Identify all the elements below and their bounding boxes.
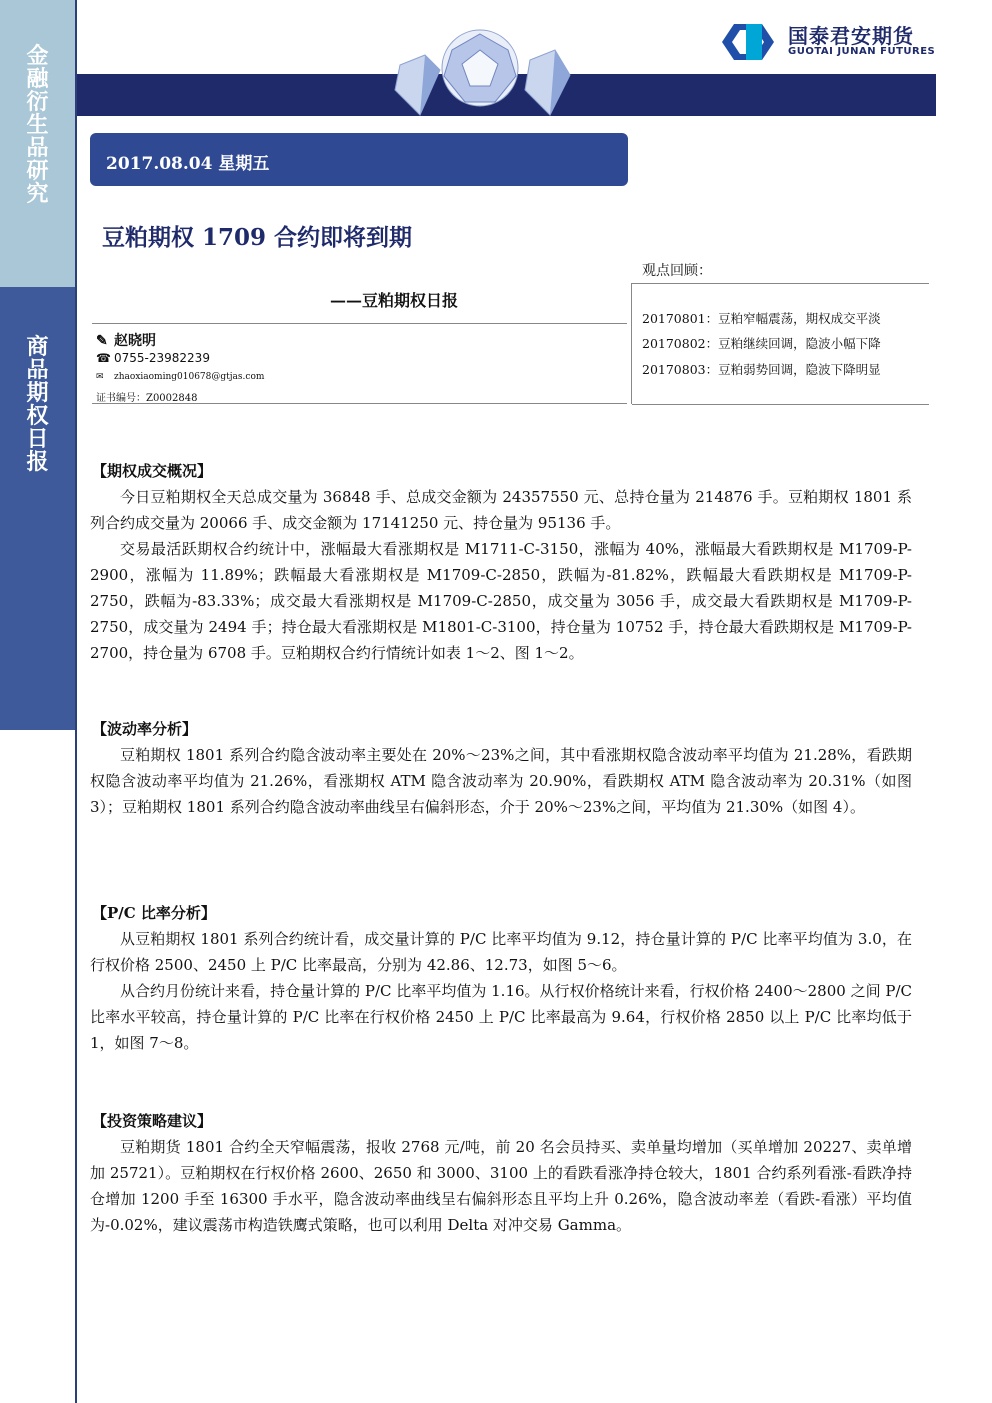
author-name: 赵晓明 (114, 333, 156, 349)
author-phone: 0755-23982239 (114, 351, 210, 365)
review-left-divider (631, 283, 632, 404)
review-item: 20170803：豆粕弱势回调，隐波下降明显 (642, 362, 881, 377)
author-email[interactable]: zhaoxiaoming010678@gtjas.com (114, 372, 265, 382)
review-top-divider (632, 283, 929, 284)
section-heading-pc-ratio: 【P/C 比率分析】 (92, 904, 216, 922)
review-item: 20170802：豆粕继续回调，隐波小幅下降 (642, 336, 881, 351)
paragraph: 豆粕期权 1801 系列合约隐含波动率主要处在 20%～23%之间，其中看涨期权隐含波动率平均值为 21.28%，看跌期权隐含波动率平均值为 21.26%，看涨期权 ATM 隐含波动率为 20.90%，看跌期权 ATM 隐含波动率为 20.31%（如图 3）；豆粕期权 1801 系列合约隐含波动率曲线呈右偏斜形态，介于 20%～23%之间，平均值为 21.30%（如图 4）。 (90, 746, 912, 816)
email-icon: ✉ (96, 372, 104, 382)
paragraph: 从豆粕期权 1801 系列合约统计看，成交量计算的 P/C 比率平均值为 9.12，持仓量计算的 P/C 比率平均值为 3.0，在行权价格 2500、2450 上 P/C 比率最高，分别为 42.86、12.73，如图 5～6。 (90, 930, 912, 974)
phone-icon: ☎ (96, 351, 111, 365)
company-logo (716, 20, 936, 64)
sidebar-divider (75, 0, 77, 1403)
page-subtitle: ——豆粕期权日报 (330, 291, 459, 310)
logo-english-name: GUOTAI JUNAN FUTURES (788, 46, 936, 57)
logo-mark-icon (716, 20, 780, 64)
section-heading-strategy: 【投资策略建议】 (92, 1112, 213, 1130)
diamond-gems-illustration (380, 20, 580, 120)
paragraph: 交易最活跃期权合约统计中，涨幅最大看涨期权是 M1711-C-3150，涨幅为 40%，涨幅最大看跌期权是 M1709-P-2900，涨幅为 11.89%；跌幅最大看涨期权是 M1709-C-2850，跌幅为-81.82%，跌幅最大看跌期权是 M1709-P-2750，跌幅为-83.33%；成交最大看涨期权是 M1709-C-2850，成交量为 3056 手，成交最大看跌期权是 M1709-P-2750，成交量为 2494 手；持仓最大看涨期权是 M1801-C-3100，持仓量为 10752 手，持仓最大看跌期权是 M1709-P-2700，持仓量为 6708 手。豆粕期权合约行情统计如表 1～2、图 1～2。 (90, 540, 912, 662)
author-name-row (96, 330, 156, 350)
paragraph: 今日豆粕期权全天总成交量为 36848 手、总成交金额为 24357550 元、总持仓量为 214876 手。豆粕期权 1801 系列合约成交量为 20066 手、成交金额为 17141250 元、持仓量为 95136 手。 (90, 488, 912, 532)
date-banner (90, 133, 628, 186)
pencil-icon: ✎ (96, 333, 108, 349)
review-item: 20170801：豆粕窄幅震荡，期权成交平淡 (642, 311, 881, 326)
review-title: 观点回顾： (642, 263, 712, 279)
section-heading-volatility: 【波动率分析】 (92, 720, 198, 738)
title-divider (92, 323, 627, 324)
author-email-row (96, 372, 264, 382)
review-bottom-divider (632, 404, 929, 405)
paragraph: 从合约月份统计来看，持仓量计算的 P/C 比率平均值为 1.16。从行权价格统计来看，行权价格 2400～2800 之间 P/C 比率水平较高，持仓量计算的 P/C 比率在行权价格 2450 上 P/C 比率最高为 9.64，行权价格 2850 以上 P/C 比率均低于 1，如图 7～8。 (90, 982, 912, 1052)
sidebar-report-type-label: 商 品 期 权 日 报 (26, 335, 49, 475)
page-title: 豆粕期权 1709 合约即将到期 (102, 224, 413, 251)
logo-chinese-name: 国泰君安期货 (788, 24, 914, 48)
section-heading-trading-overview: 【期权成交概况】 (92, 462, 213, 480)
author-phone-row (96, 351, 210, 365)
author-certificate: 证书编号：Z0002848 (96, 393, 198, 404)
sidebar-category-label: 金 融 衍 生 品 研 究 (26, 44, 49, 207)
report-date: 2017.08.04 星期五 (106, 154, 270, 174)
paragraph: 豆粕期货 1801 合约全天窄幅震荡，报收 2768 元/吨，前 20 名会员持买、卖单量均增加（买单增加 20227、卖单增加 25721）。豆粕期权在行权价格 2600、2650 和 3000、3100 上的看跌看涨净持仓较大，1801 合约系列看涨-看跌净持仓增加 1200 手至 16300 手水平，隐含波动率曲线呈右偏斜形态且平均上升 0.26%，隐含波动率差（看跌-看涨）平均值为-0.02%，建议震荡市构造铁鹰式策略，也可以利用 Delta 对冲交易 Gamma。 (90, 1138, 912, 1234)
